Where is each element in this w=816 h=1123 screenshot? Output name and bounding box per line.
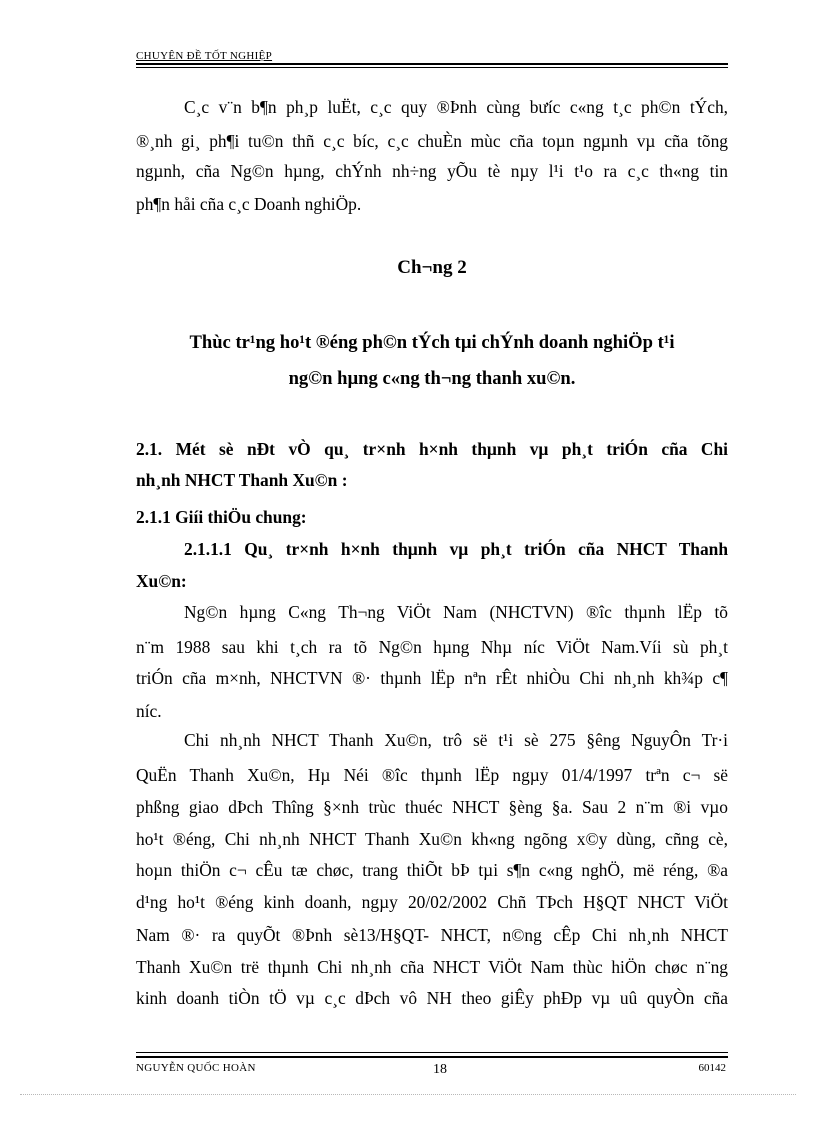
footer-author: NGUYỄN QUỐC HOÀN bbox=[136, 1062, 256, 1074]
paragraph2-line-9: kinh doanh tiÒn tÖ vµ c¸c dÞch vô NH theo giÊy phÐp vµ uû quyÒn cña bbox=[136, 988, 728, 1008]
chapter-label: Ch¬ng 2 bbox=[397, 257, 467, 278]
section-2-1-line-1: 2.1. Mét sè nÐt vÒ qu¸ tr×nh h×nh thµnh vµ ph¸t triÓn cña Chi bbox=[136, 439, 728, 459]
header-title: CHUYÊN ĐỀ TỐT NGHIỆP bbox=[136, 50, 273, 62]
paragraph2-line-5: hoµn thiÖn c¬ cÊu tæ chøc, trang thiÕt bÞ tµi s¶n c«ng nghÖ, më réng, ®a bbox=[136, 860, 728, 880]
paragraph1-line-3: triÓn cña m×nh, NHCTVN ®· thµnh lËp nªn rÊt nhiÒu Chi nh¸nh kh¾p c¶ bbox=[136, 668, 728, 688]
intro-line-4: ph¶n håi cña c¸c Doanh nghiÖp. bbox=[136, 194, 362, 214]
intro-line-1: C¸c v¨n b¶n ph¸p luËt, c¸c quy ®Þnh cùng bưíc c«ng t¸c ph©n tÝch, bbox=[184, 97, 728, 117]
section-2-1-line-2: nh¸nh NHCT Thanh Xu©n : bbox=[136, 470, 348, 490]
page-edge-divider bbox=[20, 1094, 796, 1095]
section-2-1-1-1-line-1: 2.1.1.1 Qu¸ tr×nh h×nh thµnh vµ ph¸t triÓn cña NHCT Thanh bbox=[184, 539, 728, 559]
footer-rule-thick bbox=[136, 1056, 728, 1058]
section-2-1-1-1-line-2: Xu©n: bbox=[136, 571, 187, 591]
chapter-title-line-2: ng©n hµng c«ng th¬ng thanh xu©n. bbox=[288, 368, 576, 389]
footer-code: 60142 bbox=[698, 1062, 726, 1074]
paragraph2-line-6: d¹ng ho¹t ®éng kinh doanh, ngµy 20/02/2002 Chñ TÞch H§QT NHCT ViÖt bbox=[136, 892, 728, 912]
intro-line-3: ngµnh, cña Ng©n hµng, chÝnh nh÷ng yÕu tè nµy l¹i t¹o ra c¸c th«ng tin bbox=[136, 161, 728, 181]
chapter-title-line-1: Thùc tr¹ng ho¹t ®éng ph©n tÝch tµi chÝnh doanh nghiÖp t¹i bbox=[189, 332, 675, 353]
footer-page-number: 18 bbox=[433, 1062, 447, 1077]
paragraph1-line-1: Ng©n hµng C«ng Th¬ng ViÖt Nam (NHCTVN) ®îc thµnh lËp tõ bbox=[184, 602, 728, 622]
intro-line-2: ®¸nh gi¸ ph¶i tu©n thñ c¸c bíc, c¸c chuÈn mùc cña toµn ngµnh vµ cña tõng bbox=[136, 131, 728, 151]
section-2-1-1-title: 2.1.1 Giíi thiÖu chung: bbox=[136, 507, 307, 527]
paragraph2-line-3: phßng giao dÞch Thîng §×nh trùc thuéc NHCT §èng §a. Sau 2 n¨m ®i vµo bbox=[136, 797, 728, 817]
paragraph1-line-4: níc. bbox=[136, 701, 162, 721]
header-rule-thick bbox=[136, 63, 728, 65]
footer-rule-thin bbox=[136, 1052, 728, 1053]
paragraph2-line-8: Thanh Xu©n trë thµnh Chi nh¸nh cña NHCT ViÖt Nam thùc hiÖn chøc n¨ng bbox=[136, 957, 728, 977]
paragraph2-line-7: Nam ®· ra quyÕt ®Þnh sè13/H§QT- NHCT, n©ng cÊp Chi nh¸nh NHCT bbox=[136, 925, 728, 945]
paragraph1-line-2: n¨m 1988 sau khi t¸ch ra tõ Ng©n hµng Nhµ níc ViÖt Nam.Víi sù ph¸t bbox=[136, 637, 728, 657]
paragraph2-line-1: Chi nh¸nh NHCT Thanh Xu©n, trô së t¹i sè 275 §êng NguyÔn Tr·i bbox=[184, 730, 728, 750]
paragraph2-line-2: QuËn Thanh Xu©n, Hµ Néi ®îc thµnh lËp ngµy 01/4/1997 trªn c¬ së bbox=[136, 765, 728, 785]
header-rule-thin bbox=[136, 67, 728, 68]
paragraph2-line-4: ho¹t ®éng, Chi nh¸nh NHCT Thanh Xu©n kh«ng ngõng x©y dùng, cñng cè, bbox=[136, 829, 728, 849]
